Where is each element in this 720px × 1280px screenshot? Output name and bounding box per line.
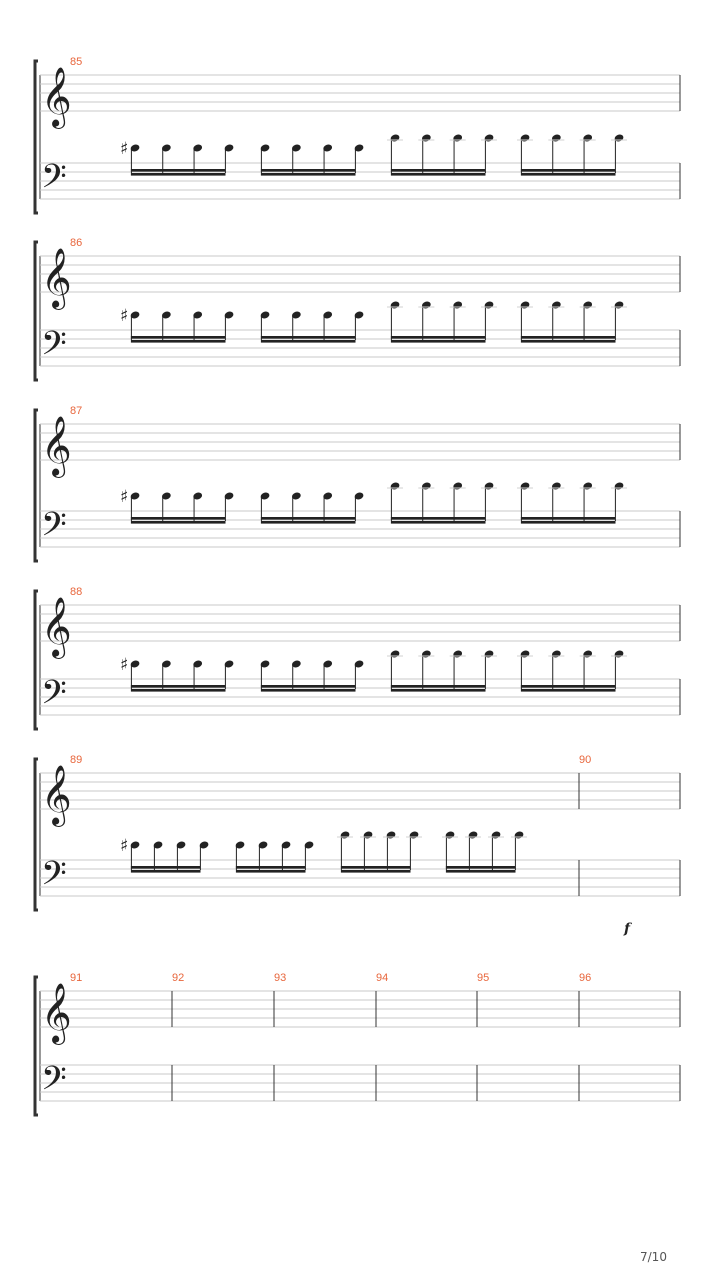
beam-primary — [521, 685, 616, 688]
beam-secondary — [131, 870, 201, 873]
beam-secondary — [261, 340, 356, 343]
measure-number: 93 — [274, 972, 287, 984]
beam-primary — [521, 517, 616, 520]
beam-primary — [391, 336, 486, 339]
beam-secondary — [521, 689, 616, 692]
bass-clef-icon: 𝄢 — [41, 674, 67, 720]
beam-secondary — [236, 870, 306, 873]
page-number: 7/10 — [640, 1250, 667, 1264]
measure-number: 91 — [70, 972, 83, 984]
sharp-icon: ♯ — [120, 306, 129, 326]
sharp-icon: ♯ — [120, 139, 129, 159]
beam-secondary — [391, 689, 486, 692]
system-bracket — [35, 61, 38, 213]
beam-secondary — [391, 521, 486, 524]
beam-primary — [261, 685, 356, 688]
beam-secondary — [131, 173, 226, 176]
measure-number: 95 — [477, 972, 490, 984]
beam-primary — [521, 169, 616, 172]
measure-number: 90 — [579, 754, 592, 766]
system-bracket — [35, 242, 38, 380]
beam-primary — [391, 169, 486, 172]
beam-primary — [341, 866, 411, 869]
beam-primary — [391, 685, 486, 688]
measure-number: 88 — [70, 586, 83, 598]
bass-clef-icon: 𝄢 — [41, 506, 67, 552]
measure-number: 86 — [70, 237, 83, 249]
beam-secondary — [341, 870, 411, 873]
measure-number: 85 — [70, 56, 83, 68]
beam-secondary — [131, 340, 226, 343]
beam-secondary — [446, 870, 516, 873]
sharp-icon: ♯ — [120, 487, 129, 507]
beam-primary — [261, 169, 356, 172]
beam-primary — [446, 866, 516, 869]
beam-primary — [521, 336, 616, 339]
dynamic-marking: f — [624, 921, 631, 937]
bass-clef-icon: 𝄢 — [41, 158, 67, 204]
beam-primary — [131, 169, 226, 172]
measure-number: 96 — [579, 972, 592, 984]
system-bracket — [35, 977, 38, 1115]
system-bracket — [35, 759, 38, 910]
beam-secondary — [131, 521, 226, 524]
bass-clef-icon: 𝄢 — [41, 1060, 67, 1106]
measure-number: 94 — [376, 972, 389, 984]
measure-number: 87 — [70, 405, 83, 417]
treble-clef-icon: 𝄞 — [41, 765, 72, 825]
beam-primary — [391, 517, 486, 520]
measure-number: 92 — [172, 972, 185, 984]
bass-clef-icon: 𝄢 — [41, 855, 67, 901]
measure-number: 89 — [70, 754, 83, 766]
beam-secondary — [391, 340, 486, 343]
beam-primary — [131, 517, 226, 520]
beam-secondary — [261, 689, 356, 692]
beam-primary — [261, 517, 356, 520]
beam-secondary — [261, 521, 356, 524]
beam-primary — [131, 685, 226, 688]
beam-secondary — [521, 340, 616, 343]
beam-secondary — [261, 173, 356, 176]
sharp-icon: ♯ — [120, 836, 129, 856]
treble-clef-icon: 𝄞 — [41, 983, 72, 1043]
bass-clef-icon: 𝄢 — [41, 325, 67, 371]
system-bracket — [35, 591, 38, 729]
system-bracket — [35, 410, 38, 561]
sharp-icon: ♯ — [120, 655, 129, 675]
treble-clef-icon: 𝄞 — [41, 67, 72, 127]
treble-clef-icon: 𝄞 — [41, 416, 72, 476]
beam-secondary — [391, 173, 486, 176]
beam-primary — [131, 866, 201, 869]
beam-secondary — [131, 689, 226, 692]
beam-primary — [236, 866, 306, 869]
beam-secondary — [521, 521, 616, 524]
beam-primary — [261, 336, 356, 339]
treble-clef-icon: 𝄞 — [41, 597, 72, 657]
beam-secondary — [521, 173, 616, 176]
treble-clef-icon: 𝄞 — [41, 248, 72, 308]
beam-primary — [131, 336, 226, 339]
